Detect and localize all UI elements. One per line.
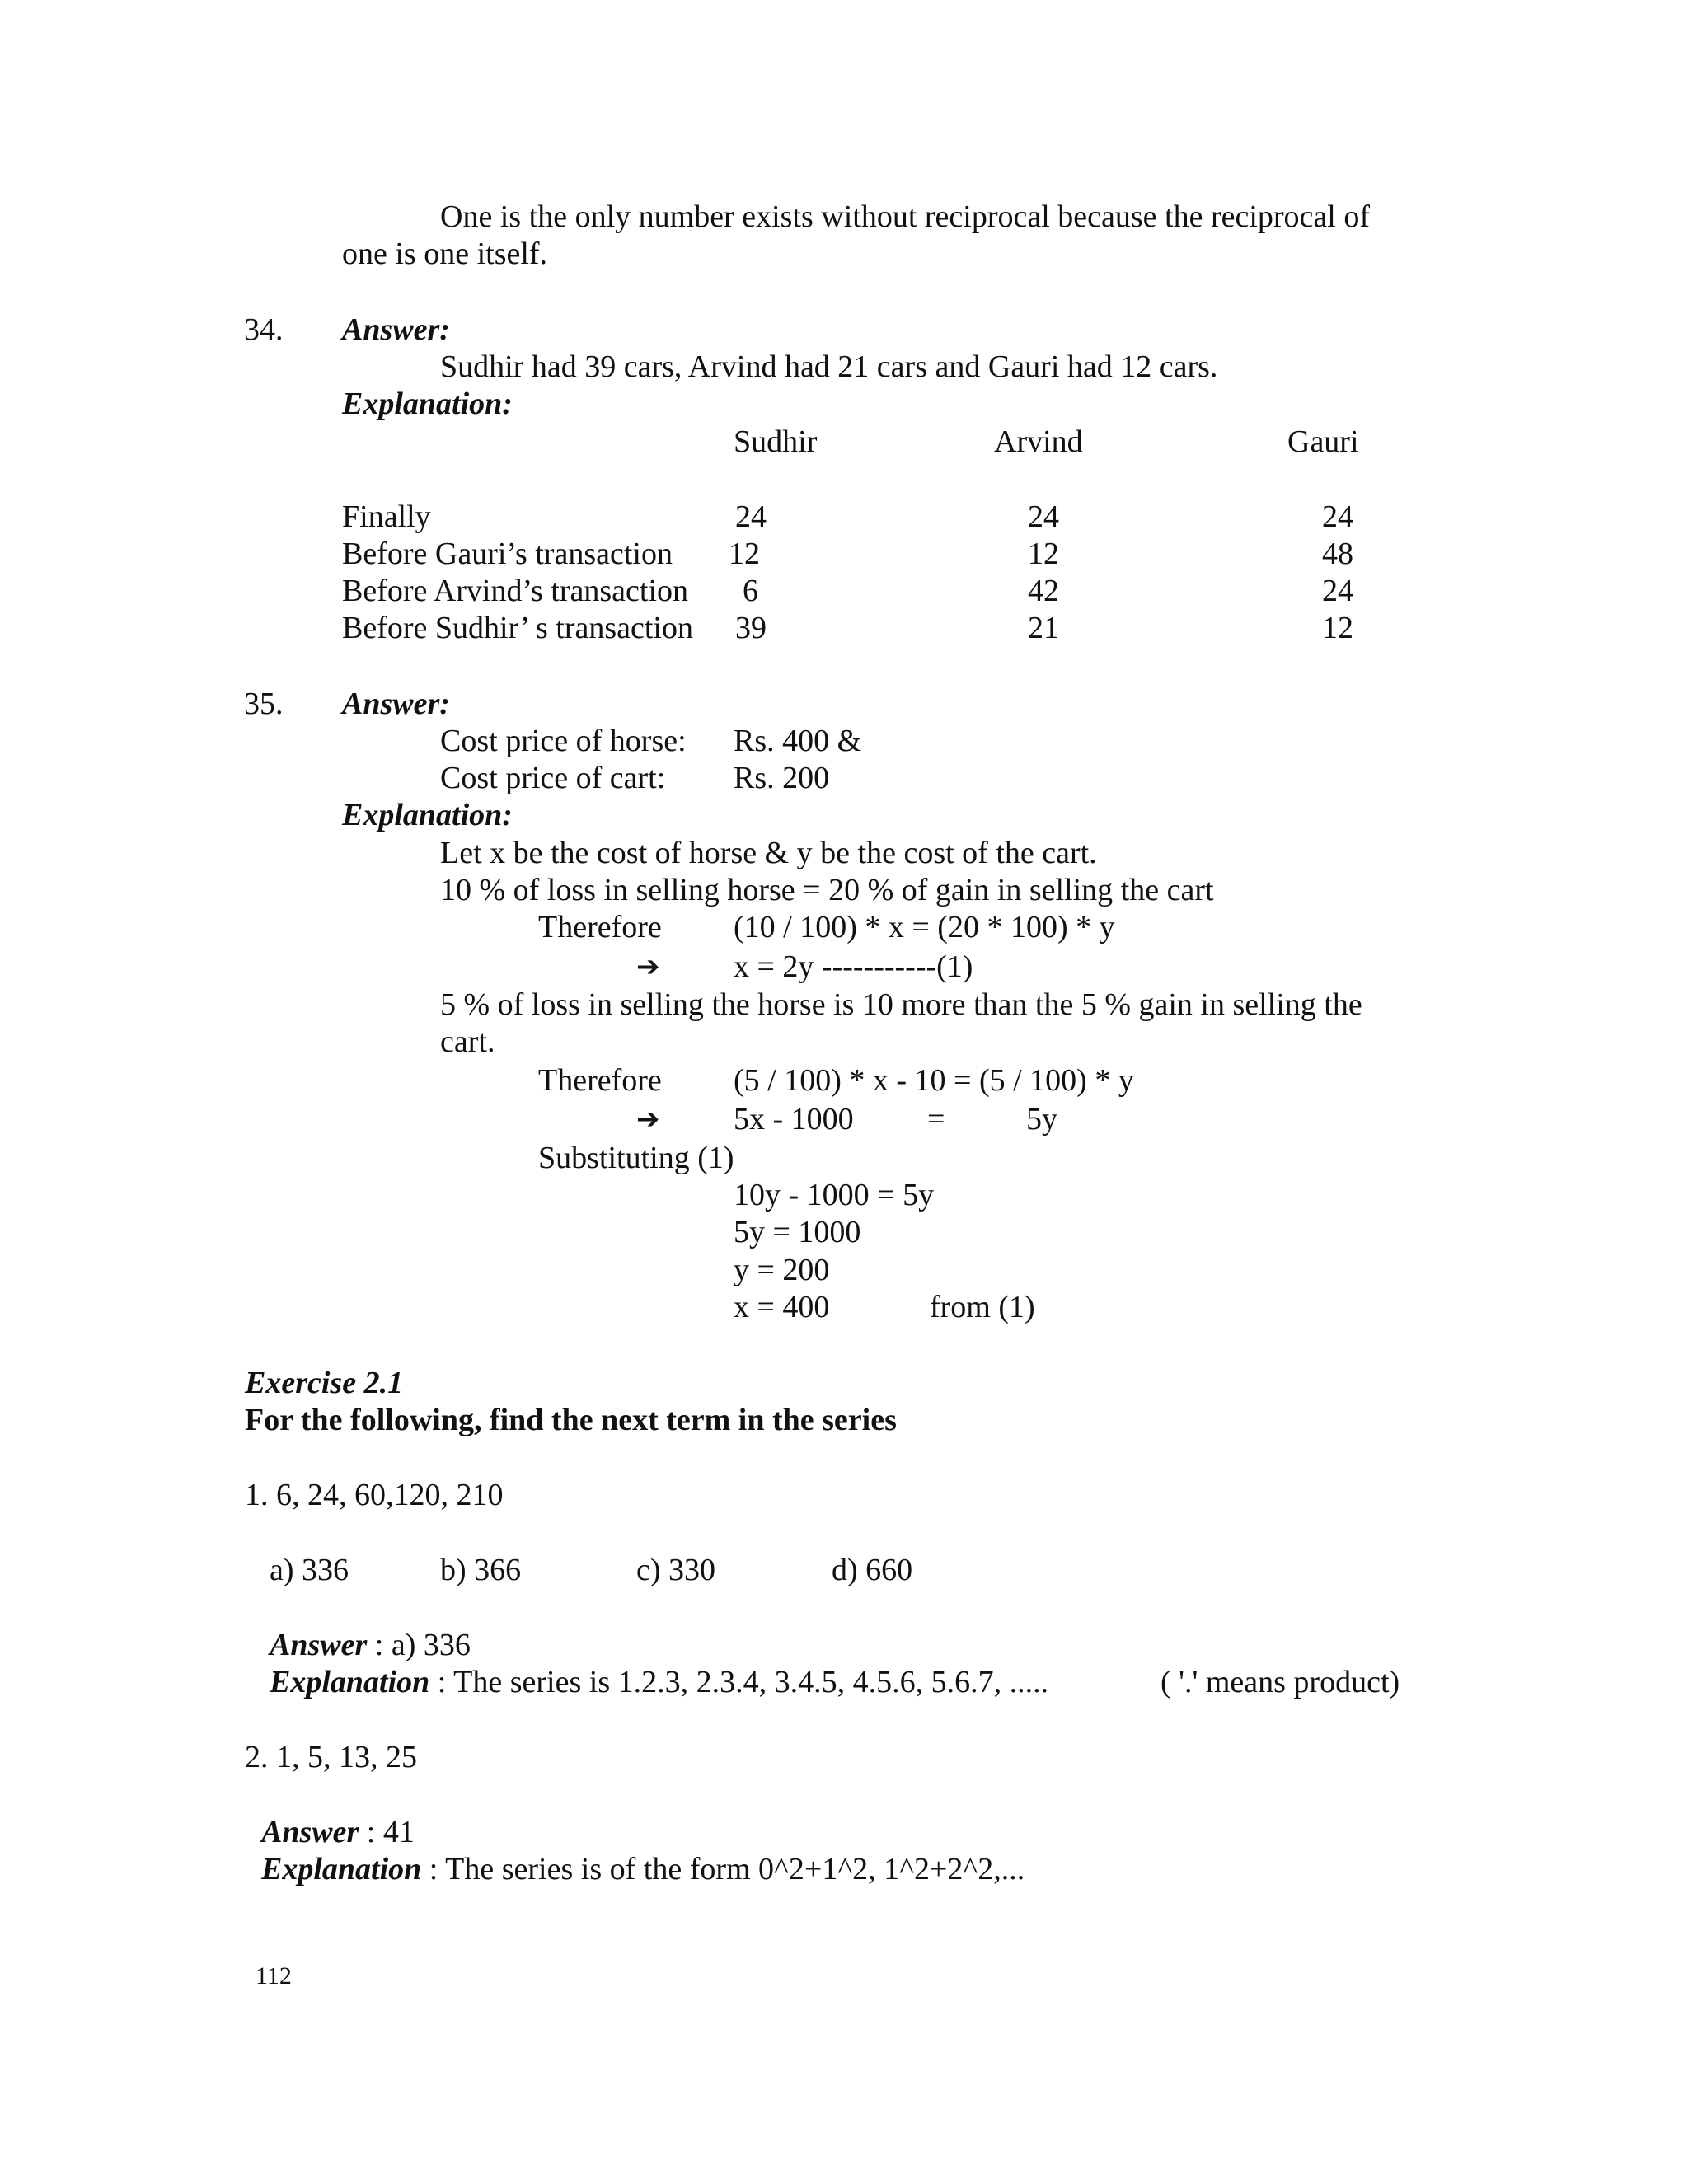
intro-line-2: one is one itself. [342, 237, 548, 271]
q35-equation-5: 10y - 1000 = 5y [734, 1178, 935, 1212]
explanation-text: : The series is of the form 0^2+1^2, 1^2+2^2,... [421, 1852, 1025, 1886]
q35-line-3: 5 % of loss in selling the horse is 10 more than the 5 % gain in selling the [440, 987, 1362, 1022]
q35-equation-7: y = 200 [734, 1253, 830, 1287]
q35-equation-8-note: from (1) [930, 1290, 1035, 1324]
arrow-icon: ➔ [636, 1103, 660, 1136]
q35-equation-6: 5y = 1000 [734, 1215, 861, 1249]
q35-line-2: 10 % of loss in selling horse = 20 % of gain in selling the cart [440, 873, 1214, 907]
q34-answer-text: Sudhir had 39 cars, Arvind had 21 cars and Gauri had 12 cars. [440, 349, 1218, 384]
q35-equation-8: x = 400 [734, 1290, 830, 1324]
page-number: 112 [256, 1962, 292, 1990]
exercise-q1-explanation [270, 1663, 1048, 1701]
exercise-q1-note: ( '.' means product) [1160, 1665, 1400, 1699]
explanation-label: Explanation [270, 1665, 430, 1699]
cell-gauri: 48 [1322, 537, 1353, 571]
cell-gauri: 24 [1322, 499, 1353, 534]
explanation-label: Explanation [261, 1852, 422, 1886]
q34-header-sudhir: Sudhir [734, 424, 818, 459]
q35-cost-horse-label: Cost price of horse: [440, 724, 687, 758]
exercise-q1-answer [270, 1626, 471, 1664]
row-label: Before Gauri’s transaction [342, 537, 673, 571]
q35-substituting: Substituting (1) [538, 1141, 734, 1175]
cell-sudhir: 6 [743, 574, 758, 608]
answer-value: : 41 [359, 1815, 415, 1849]
q35-cost-cart-value: Rs. 200 [734, 761, 830, 795]
exercise-title: Exercise 2.1 [245, 1366, 404, 1400]
intro-line-1: One is the only number exists without reciprocal because the reciprocal of [440, 199, 1370, 234]
q35-equation-4-right: 5y [1026, 1102, 1057, 1137]
q34-explanation-label: Explanation: [342, 387, 513, 421]
exercise-q1-series: 1. 6, 24, 60,120, 210 [245, 1478, 504, 1512]
cell-gauri: 12 [1322, 611, 1353, 645]
cell-arvind: 24 [1028, 499, 1059, 534]
exercise-q1-option-a: a) 336 [270, 1553, 349, 1587]
q35-equation-2: x = 2y -----------(1) [734, 949, 973, 984]
cell-arvind: 21 [1028, 611, 1059, 645]
answer-value: : a) 336 [367, 1628, 471, 1662]
exercise-q1-option-d: d) 660 [832, 1553, 913, 1587]
cell-sudhir: 24 [735, 499, 767, 534]
q35-equation-4-left: 5x - 1000 [734, 1102, 854, 1137]
q35-therefore-2: Therefore [538, 1063, 662, 1098]
cell-sudhir: 39 [735, 611, 767, 645]
cell-gauri: 24 [1322, 574, 1353, 608]
q34-header-gauri: Gauri [1287, 424, 1359, 459]
q35-equation-4-equals: = [927, 1102, 945, 1137]
row-label: Finally [342, 499, 431, 534]
q34-number: 34. [244, 312, 284, 347]
row-label: Before Sudhir’ s transaction [342, 611, 693, 645]
q35-equation-1: (10 / 100) * x = (20 * 100) * y [734, 910, 1115, 944]
row-label: Before Arvind’s transaction [342, 574, 689, 608]
q35-cost-cart-label: Cost price of cart: [440, 761, 666, 795]
exercise-q1-option-c: c) 330 [636, 1553, 716, 1587]
exercise-instruction: For the following, find the next term in the series [245, 1403, 897, 1437]
q35-therefore-1: Therefore [538, 910, 662, 944]
q34-header-arvind: Arvind [994, 424, 1083, 459]
q35-cost-horse-value: Rs. 400 & [734, 724, 862, 758]
q35-explanation-label: Explanation: [342, 798, 513, 832]
explanation-text: : The series is 1.2.3, 2.3.4, 3.4.5, 4.5.6, 5.6.7, ..... [429, 1665, 1049, 1699]
exercise-q1-option-b: b) 366 [440, 1553, 522, 1587]
answer-label: Answer [261, 1815, 359, 1849]
exercise-q2-series: 2. 1, 5, 13, 25 [245, 1740, 417, 1774]
q34-answer-label: Answer: [342, 312, 450, 347]
exercise-q2-answer [261, 1813, 415, 1851]
q35-line-4: cart. [440, 1024, 495, 1059]
cell-sudhir: 12 [729, 537, 760, 571]
answer-label: Answer [270, 1628, 368, 1662]
q35-line-1: Let x be the cost of horse & y be the cost of the cart. [440, 836, 1097, 870]
cell-arvind: 12 [1028, 537, 1059, 571]
q35-answer-label: Answer: [342, 687, 450, 721]
q35-number: 35. [244, 687, 284, 721]
exercise-q2-explanation [261, 1850, 1025, 1888]
arrow-icon: ➔ [636, 950, 660, 983]
cell-arvind: 42 [1028, 574, 1059, 608]
q35-equation-3: (5 / 100) * x - 10 = (5 / 100) * y [734, 1063, 1134, 1098]
